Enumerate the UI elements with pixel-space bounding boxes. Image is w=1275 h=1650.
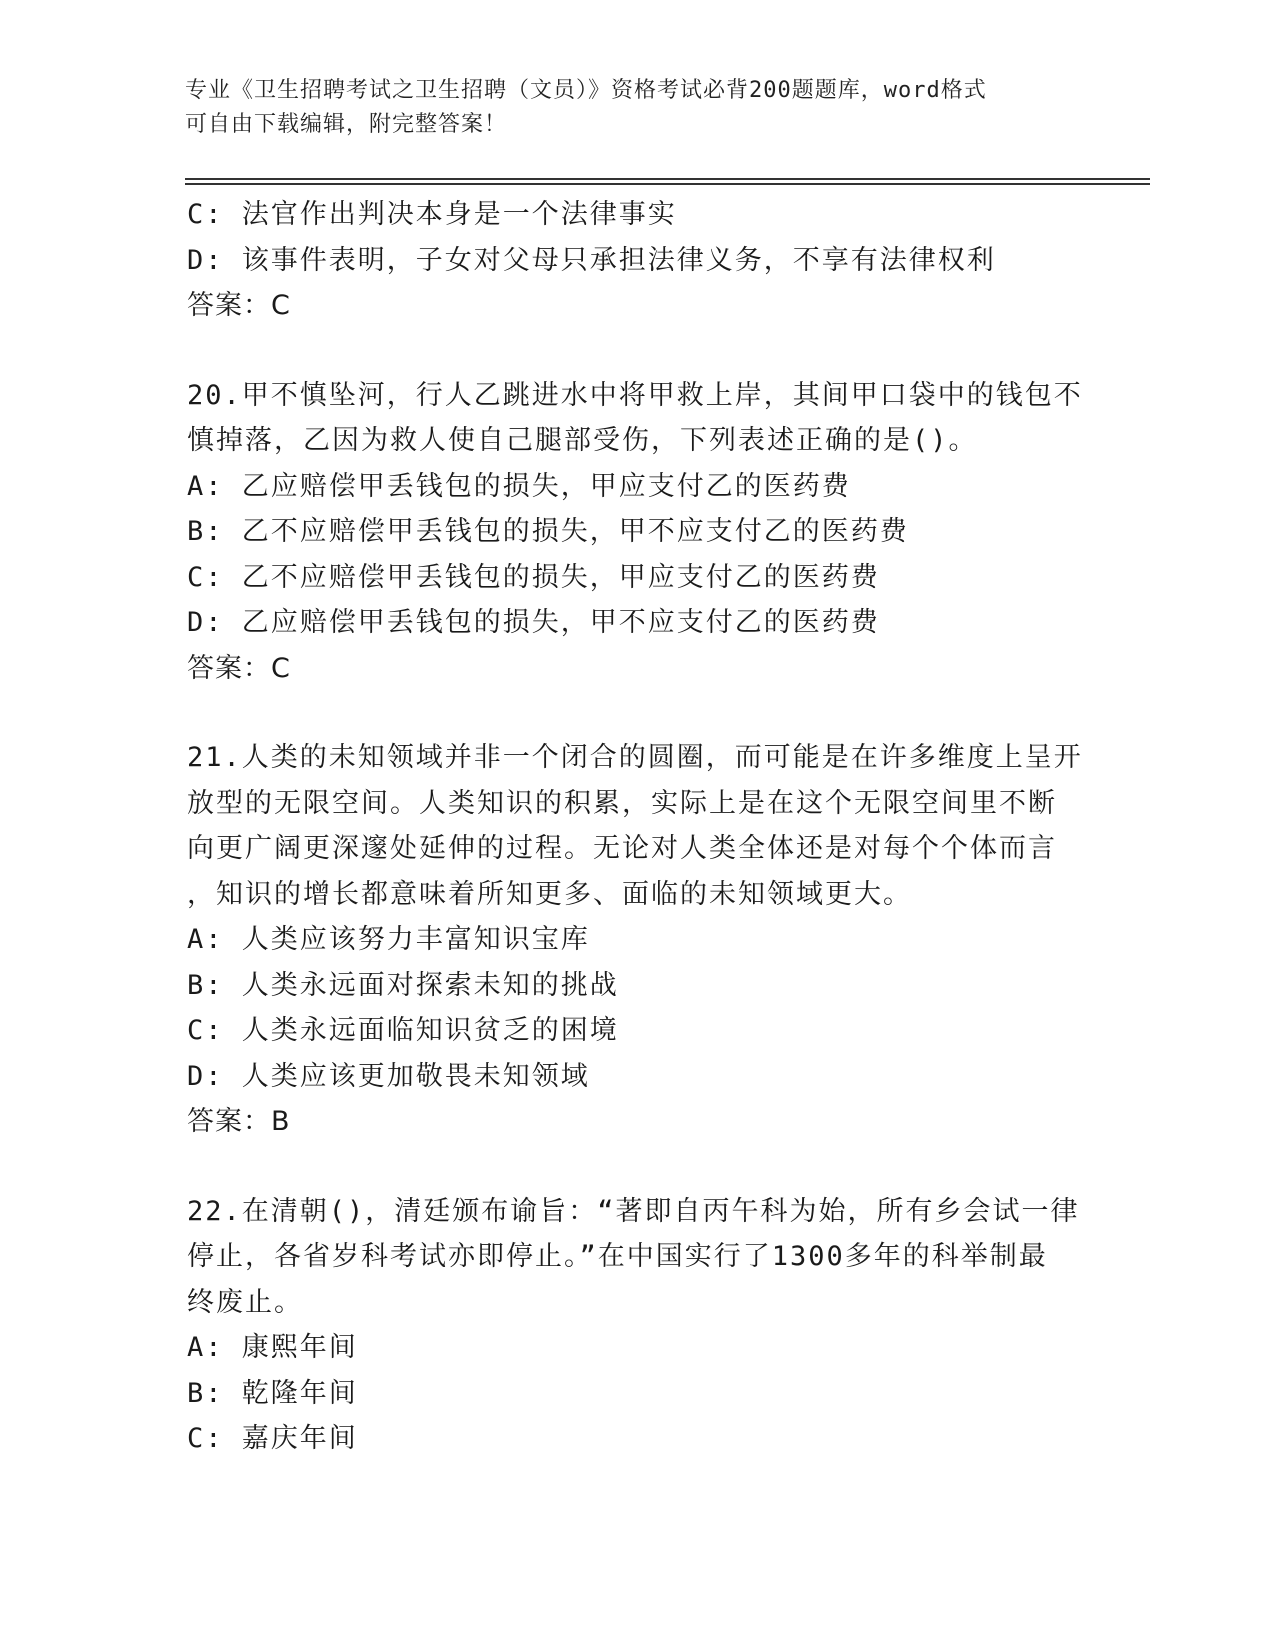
option-a: A: 乙应赔偿甲丢钱包的损失，甲应支付乙的医药费 <box>187 470 851 502</box>
answer: 答案：C <box>187 290 291 321</box>
question-stem-line: 停止，各省岁科考试亦即停止。”在中国实行了1300多年的科举制最 <box>187 1241 1048 1272</box>
option-d: D: 乙应赔偿甲丢钱包的损失，甲不应支付乙的医药费 <box>187 607 880 638</box>
option-b: B: 人类永远面对探索未知的挑战 <box>187 969 619 1001</box>
question-stem-line: 22.在清朝()，清廷颁布谕旨：“著即自丙午科为始，所有乡会试一律 <box>187 1195 1080 1227</box>
question-stem-line: 向更广阔更深邃处延伸的过程。无论对人类全体还是对每个个体而言 <box>187 833 1057 864</box>
spacer <box>187 329 1087 373</box>
option-c: C: 人类永远面临知识贫乏的困境 <box>187 1015 619 1046</box>
answer: 答案：B <box>187 1106 291 1137</box>
spacer <box>187 1145 1087 1189</box>
question-stem-line: 慎掉落，乙因为救人使自己腿部受伤，下列表述正确的是()。 <box>187 425 978 456</box>
header-title-line-2: 可自由下载编辑，附完整答案！ <box>185 112 508 137</box>
option-c: C: 法官作出判决本身是一个法律事实 <box>187 199 677 230</box>
question-stem-line: 20.甲不慎坠河，行人乙跳进水中将甲救上岸，其间甲口袋中的钱包不 <box>187 379 1083 411</box>
question-stem-line: 放型的无限空间。人类知识的积累，实际上是在这个无限空间里不断 <box>187 787 1057 819</box>
question-22 <box>187 1189 1087 1462</box>
header-rule-bottom <box>185 183 1150 185</box>
question-19 <box>187 192 1087 329</box>
option-d: D: 该事件表明，子女对父母只承担法律义务，不享有法律权利 <box>187 244 996 276</box>
option-c: C: 嘉庆年间 <box>187 1423 358 1454</box>
option-b: B: 乾隆年间 <box>187 1377 358 1409</box>
document-body <box>187 192 1087 1462</box>
question-stem-line: 21.人类的未知领域并非一个闭合的圆圈，而可能是在许多维度上呈开 <box>187 742 1083 773</box>
option-a: A: 人类应该努力丰富知识宝库 <box>187 924 590 955</box>
question-stem-line: 终废止。 <box>187 1286 303 1318</box>
question-20 <box>187 373 1087 692</box>
header-rule-top <box>185 178 1150 180</box>
spacer <box>187 691 1087 735</box>
option-a: A: 康熙年间 <box>187 1332 358 1363</box>
answer: 答案：C <box>187 652 291 684</box>
document-header <box>185 74 1065 142</box>
question-21 <box>187 735 1087 1145</box>
question-stem-line: ，知识的增长都意味着所知更多、面临的未知领域更大。 <box>187 878 912 910</box>
option-b: B: 乙不应赔偿甲丢钱包的损失，甲不应支付乙的医药费 <box>187 516 909 547</box>
option-d: D: 人类应该更加敬畏未知领域 <box>187 1060 590 1092</box>
option-c: C: 乙不应赔偿甲丢钱包的损失，甲应支付乙的医药费 <box>187 561 880 593</box>
header-title-line-1: 专业《卫生招聘考试之卫生招聘（文员）》资格考试必背200题题库，word格式 <box>185 78 987 103</box>
